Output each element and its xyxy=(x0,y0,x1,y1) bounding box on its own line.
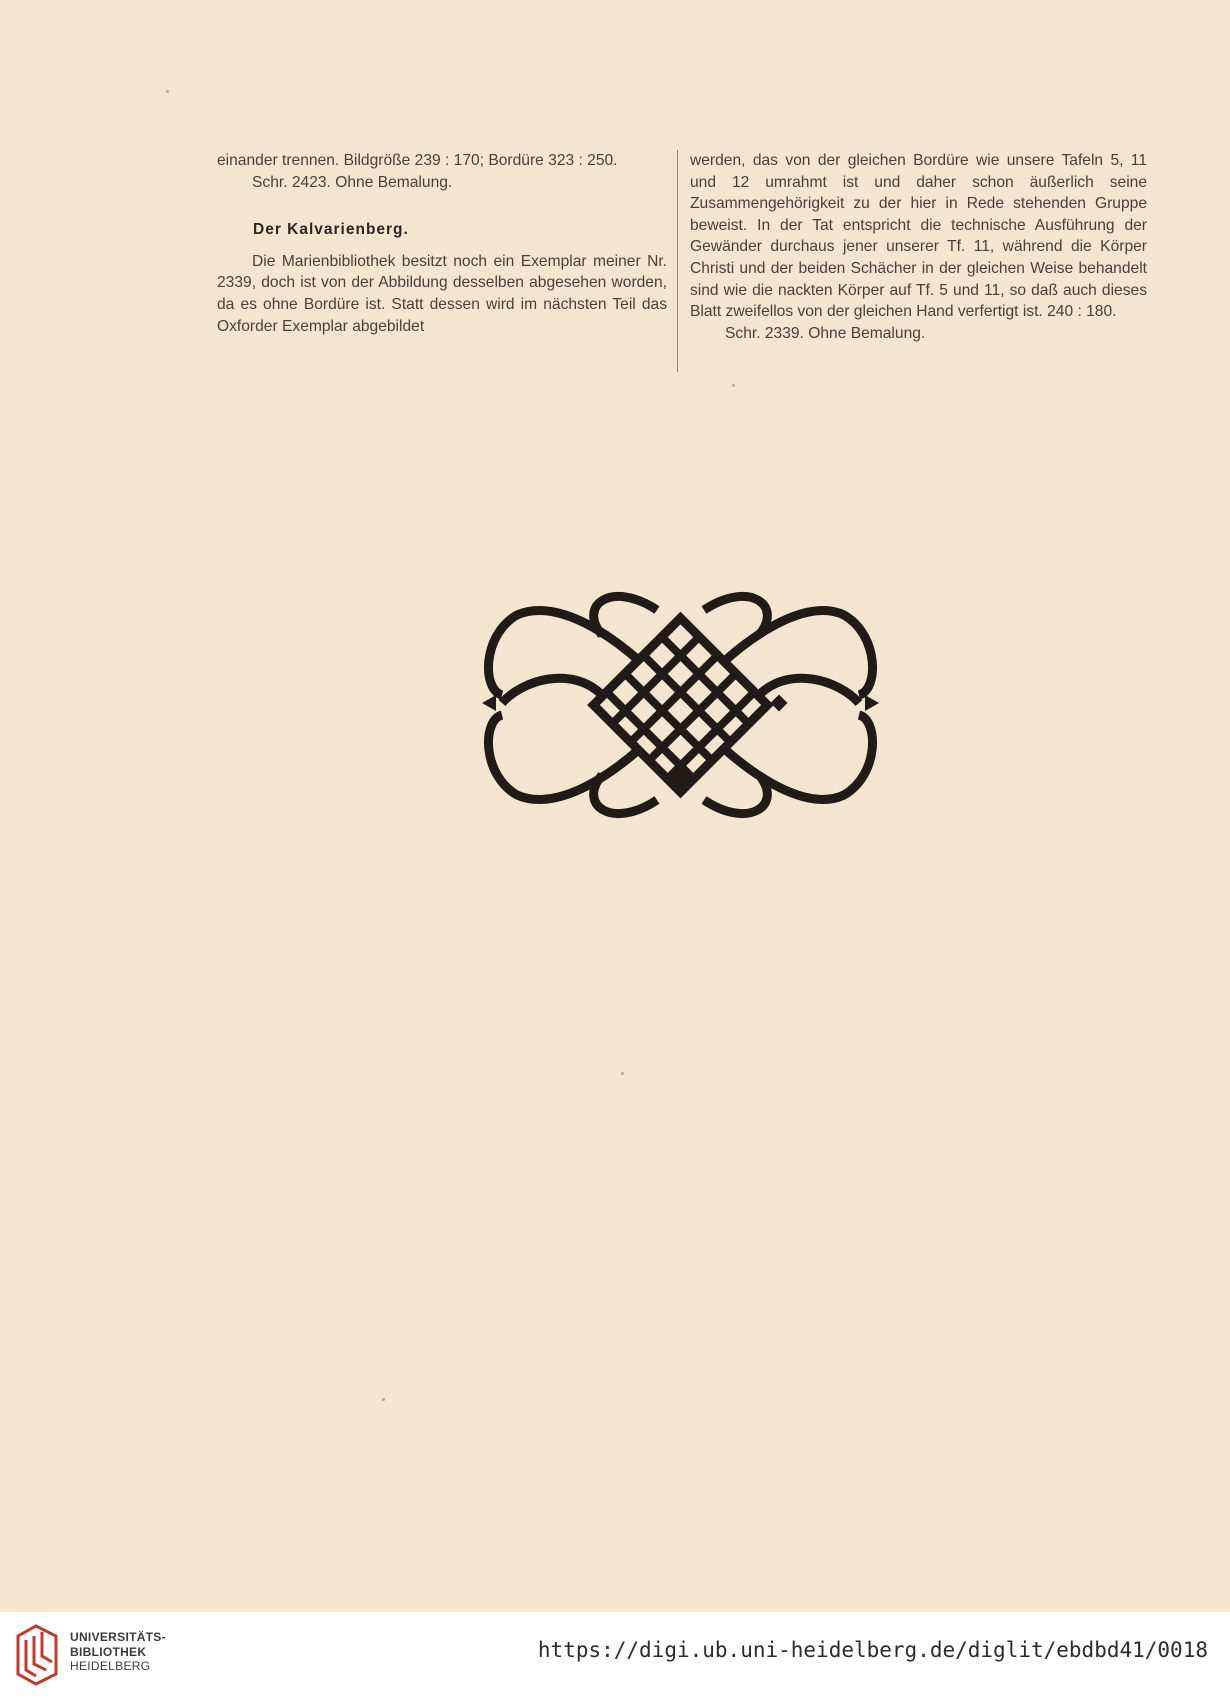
paragraph: Die Marienbibliothek besitzt noch ein Exemplar meiner Nr. 2339, doch ist von der Abbildung desselben abgesehen worden, da es ohne Bordüre ist. Statt dessen wird im nächsten Teil das Oxforder Exemplar abgebildet xyxy=(217,252,667,335)
column-divider xyxy=(677,150,678,372)
paper-speck xyxy=(382,1398,385,1401)
library-logo-text[interactable] xyxy=(70,1630,166,1674)
paragraph: einander trennen. Bildgröße 239 : 170; Bordüre 323 : 250. xyxy=(217,152,618,169)
right-column xyxy=(690,150,1147,344)
library-logo-icon[interactable] xyxy=(12,1624,62,1686)
interlace-knot-ornament-icon xyxy=(482,585,879,825)
paper-speck xyxy=(732,384,735,387)
logo-line: UNIVERSITÄTS- xyxy=(70,1630,166,1644)
logo-line: BIBLIOTHEK xyxy=(70,1644,147,1659)
permalink-url[interactable]: https://digi.ub.uni-heidelberg.de/diglit/ebdbd41/0018 xyxy=(537,1638,1208,1662)
section-heading: Der Kalvarienberg. xyxy=(253,221,409,239)
paper-speck xyxy=(621,1072,624,1075)
paper-speck xyxy=(166,90,169,93)
paragraph: werden, das von der gleichen Bordüre wie unsere Tafeln 5, 11 und 12 umrahmt ist und daher schon äußerlich seine Zusammengehörigkeit zu der hier in Rede stehenden Gruppe beweist. In der Tat entspricht die technische Ausführung der Gewänder durchaus jener unserer Tf. 11, während die Körper Christi und der beiden Schächer in der gleichen Weise behandelt sind wie die nackten Körper auf Tf. 5 und 11, so daß auch dieses Blatt zweifellos von der gleichen Hand verfertigt ist. 240 : 180. xyxy=(690,152,1147,321)
left-column xyxy=(217,150,667,337)
paragraph: Schr. 2339. Ohne Bemalung. xyxy=(725,324,926,342)
paragraph: Schr. 2423. Ohne Bemalung. xyxy=(252,173,453,191)
logo-line: HEIDELBERG xyxy=(70,1659,151,1673)
